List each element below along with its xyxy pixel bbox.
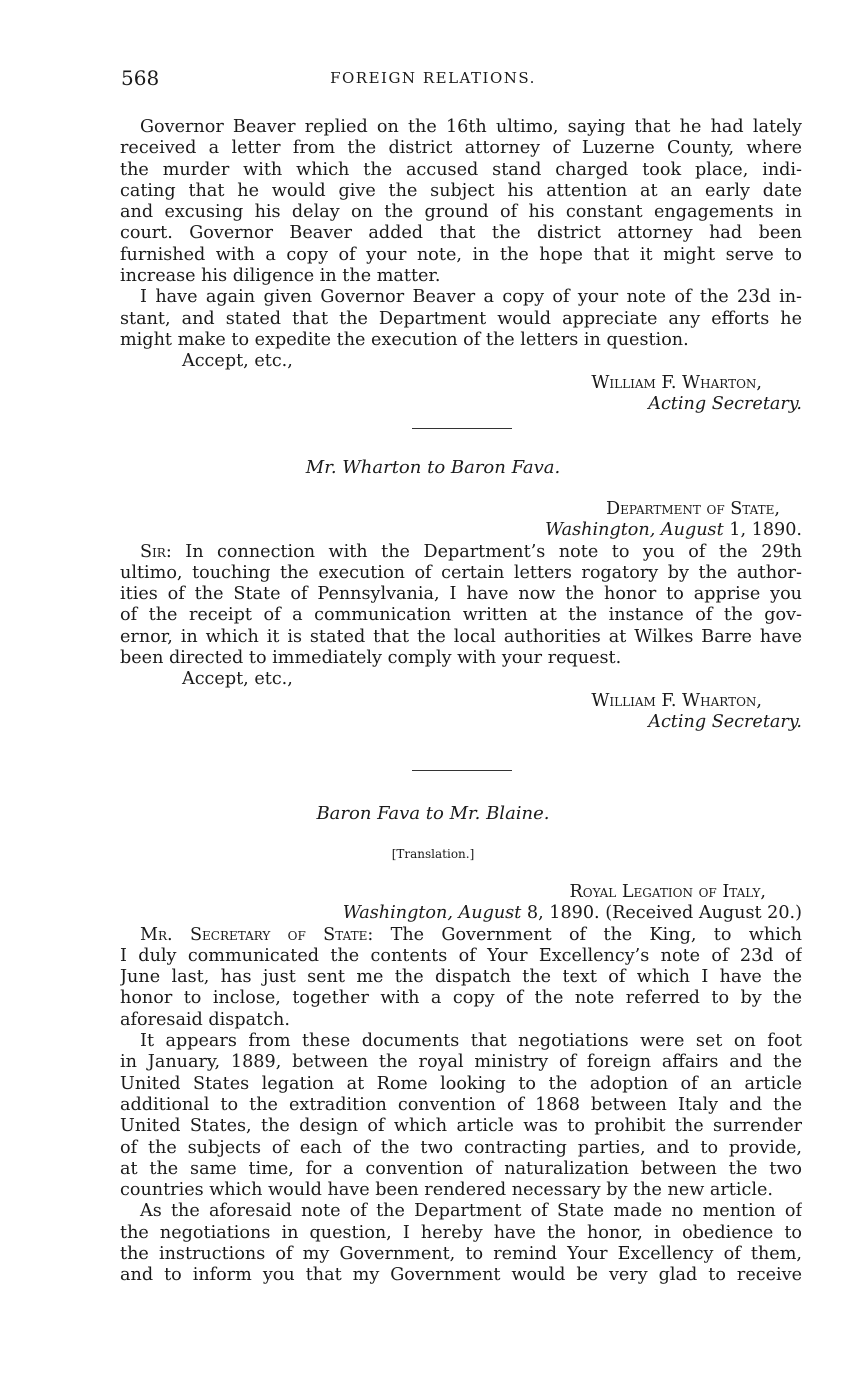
- text-line: increase his diligence in the matter.: [120, 266, 441, 287]
- text-line: received a letter from the district attorney of Luzerne County, where: [120, 138, 802, 159]
- text-span: The Government of the King, to which: [373, 924, 802, 945]
- closing: Accept, etc.,: [182, 351, 293, 372]
- text-line: As the aforesaid note of the Department of State made no mention of: [140, 1201, 802, 1222]
- dateline-month: August: [660, 520, 724, 541]
- signature-title: Acting Secretary.: [648, 393, 802, 414]
- dateline-day-year: 1, 1890.: [723, 520, 802, 541]
- text-line: Governor Beaver replied on the 16th ultimo, saying that he had lately: [140, 117, 802, 137]
- signature-name: William F. Wharton,: [591, 690, 762, 711]
- text-line: aforesaid dispatch.: [120, 1009, 290, 1030]
- letter-body: [120, 882, 802, 1287]
- text-line: cating that he would give the subject his attention at an early date: [120, 180, 802, 201]
- text-line: in January, 1889, between the royal ministry of foreign affairs and the: [120, 1052, 802, 1073]
- translation-note: [Translation.]: [391, 847, 475, 861]
- text-line: [120, 542, 802, 563]
- text-line: and excusing his delay on the ground of his constant engagements in: [120, 202, 802, 223]
- running-title: FOREIGN RELATIONS.: [330, 69, 536, 87]
- text-line: additional to the extradition convention of 1868 between Italy and the: [120, 1094, 802, 1115]
- text-span: In connection with the Department’s note to you of the 29th: [171, 541, 802, 562]
- text-line: I have again given Governor Beaver a copy of your note of the 23d in-: [140, 287, 802, 308]
- dateline-month: August: [458, 903, 522, 924]
- dateline-city: Washington,: [545, 520, 656, 541]
- text-line: furnished with a copy of your note, in the hope that it might serve to: [120, 244, 802, 265]
- text-line: and to inform you that my Government would be very glad to receive: [120, 1265, 802, 1286]
- letter-continuation: [120, 117, 802, 415]
- dateline-place: Royal Legation of Italy,: [569, 882, 766, 902]
- text-line: United States legation at Rome looking to the adoption of an article: [120, 1073, 802, 1094]
- text-line: ernor, in which it is stated that the local authorities at Wilkes Barre have: [120, 626, 802, 647]
- dateline-city: Washington,: [342, 903, 453, 924]
- text-line: might make to expedite the execution of the letters in question.: [120, 329, 689, 350]
- text-line: It appears from these documents that negotiations were set on foot: [140, 1031, 802, 1052]
- section-divider: [412, 428, 512, 429]
- dateline-rest: 8, 1890. (Received August 20.): [521, 903, 802, 924]
- letter-title: Baron Fava to Mr. Blaine.: [316, 803, 550, 824]
- text-line: June last, has just sent me the dispatch the text of which I have the: [120, 967, 802, 988]
- text-line: been directed to immediately comply with your request.: [120, 648, 622, 669]
- text-line: the negotiations in question, I hereby have the honor, in obedience to: [120, 1222, 802, 1243]
- text-line: of the subjects of each of the two contracting parties, and to provide,: [120, 1137, 802, 1158]
- section-divider: [412, 770, 512, 771]
- text-line: of the receipt of a communication written at the instance of the gov-: [120, 605, 802, 626]
- letter-title: Mr. Wharton to Baron Fava.: [305, 457, 561, 478]
- text-line: honor to inclose, together with a copy of the note referred to by the: [120, 988, 802, 1009]
- dateline-place: Department of State,: [606, 499, 780, 519]
- dateline-date: [120, 520, 802, 541]
- text-line: the instructions of my Government, to remind Your Excellency of them,: [120, 1244, 802, 1265]
- text-line: I duly communicated the contents of Your Excellency’s note of 23d of: [120, 945, 802, 966]
- dateline-date: [120, 903, 802, 924]
- text-line: court. Governor Beaver added that the district attorney had been: [120, 223, 802, 244]
- salutation: Sir:: [140, 541, 172, 562]
- signature-title: Acting Secretary.: [648, 711, 802, 732]
- text-line: stant, and stated that the Department would appreciate any efforts he: [120, 308, 802, 329]
- text-line: ities of the State of Pennsylvania, I have now the honor to apprise you: [120, 584, 802, 605]
- text-line: [120, 925, 802, 946]
- page-number: 568: [121, 66, 160, 90]
- signature-name: William F. Wharton,: [591, 372, 762, 393]
- text-line: the murder with which the accused stand charged took place, indi-: [120, 159, 802, 180]
- text-line: countries which would have been rendered necessary by the new article.: [120, 1180, 773, 1201]
- letter-body: [120, 499, 802, 733]
- closing: Accept, etc.,: [182, 669, 293, 690]
- salutation: Mr. Secretary of State:: [140, 924, 374, 945]
- text-line: United States, the design of which article was to prohibit the surrender: [120, 1116, 802, 1137]
- text-line: ultimo, touching the execution of certain letters rogatory by the author-: [120, 562, 802, 583]
- text-line: at the same time, for a convention of naturalization between the two: [120, 1158, 802, 1179]
- page-header: [0, 66, 866, 92]
